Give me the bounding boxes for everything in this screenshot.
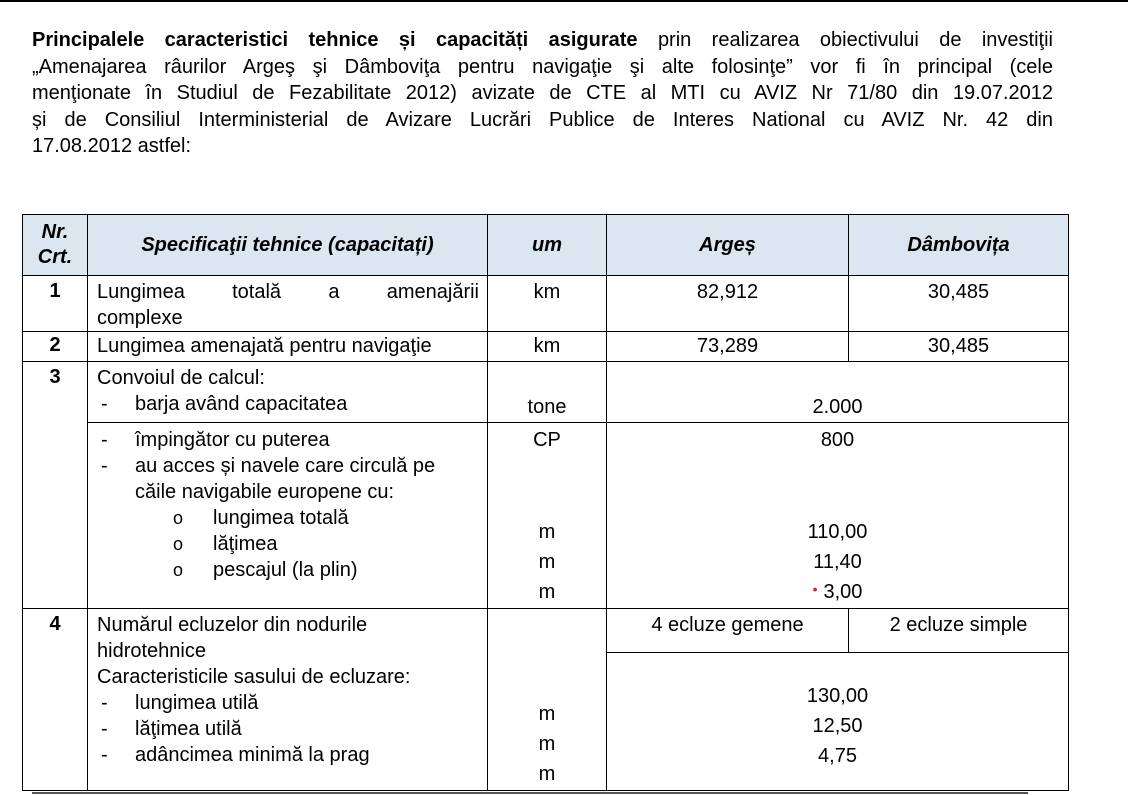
header-spec: Specificaţii tehnice (capacitați) bbox=[88, 215, 488, 276]
row4-label: Numărul ecluzelor din nodurile hidrotehnice Caracteristicile sasului de ecluzare: - lungimea utilă - lăţimea utilă - adâncimea minimă la prag bbox=[88, 609, 488, 791]
row2-nr: 2 bbox=[23, 332, 88, 362]
intro-line-3: menţionate în Studiul de Fezabilitate 2012) avizate de CTE al MTI cu AVIZ Nr 71/80 din 19.07.2012 bbox=[32, 82, 1053, 104]
intro-line-2: „Amenajarea râurilor Argeş şi Dâmboviţa pentru navigaţie şi alte folosinţe” vor fi în principal (cele bbox=[32, 55, 1053, 78]
row3-barja-val: 2.000 bbox=[607, 362, 1069, 423]
intro-bold-lead: Principalele caracteristici tehnice și capacități asigurate bbox=[32, 29, 638, 51]
intro-paragraph bbox=[32, 27, 1053, 160]
specifications-table bbox=[22, 214, 1069, 791]
row2-label: Lungimea amenajată pentru navigaţie bbox=[88, 332, 488, 362]
header-nr: Nr. Crt. bbox=[23, 215, 88, 276]
intro-line-1-rest: prin realizarea obiectivului de investiţii bbox=[637, 29, 1053, 51]
row2-arges: 73,289 bbox=[607, 332, 849, 362]
intro-line-5: 17.08.2012 astfel: bbox=[32, 135, 192, 157]
table-row bbox=[23, 276, 1069, 332]
row3-b-um: CP m m m bbox=[488, 423, 607, 609]
table-row bbox=[23, 332, 1069, 362]
header-arges: Argeș bbox=[607, 215, 849, 276]
top-rule bbox=[0, 0, 1128, 2]
row4-dambovita-ecluze: 2 ecluze simple bbox=[849, 609, 1069, 653]
row3-barja-um: tone bbox=[488, 362, 607, 423]
table-row bbox=[23, 362, 1069, 423]
row3-label-a: Convoiul de calcul: - barja având capacitatea bbox=[88, 362, 488, 423]
row4-nr: 4 bbox=[23, 609, 88, 791]
row1-dambovita: 30,485 bbox=[849, 276, 1069, 332]
intro-line-4: și de Consiliul Interministerial de Avizare Lucrări Publice de Interes National cu AVIZ Nr. 42 din bbox=[32, 108, 1053, 131]
red-dot-mark: • bbox=[812, 581, 818, 597]
row4-sas-values: 130,00 12,50 4,75 bbox=[607, 653, 1069, 791]
row1-um: km bbox=[488, 276, 607, 332]
row2-um: km bbox=[488, 332, 607, 362]
row3-nr: 3 bbox=[23, 362, 88, 609]
row1-arges: 82,912 bbox=[607, 276, 849, 332]
bottom-rule bbox=[32, 792, 1028, 794]
intro-line-1 bbox=[32, 27, 1053, 54]
row3-label-b: - împingător cu puterea - au acces și navele care circulă pe căile navigabile europene cu: o lungimea totală o lăţimea o pescajul (la plin) bbox=[88, 423, 488, 609]
table-header-row bbox=[23, 215, 1069, 276]
row3-b-values: 800 110,00 11,40 • 3,00 bbox=[607, 423, 1069, 609]
row2-dambovita: 30,485 bbox=[849, 332, 1069, 362]
row4-um: m m m bbox=[488, 609, 607, 791]
row1-nr: 1 bbox=[23, 276, 88, 332]
table-row bbox=[23, 423, 1069, 609]
row1-label: Lungimea totală a amenajării complexe bbox=[88, 276, 488, 332]
header-um: um bbox=[488, 215, 607, 276]
row4-arges-ecluze: 4 ecluze gemene bbox=[607, 609, 849, 653]
header-dambovita: Dâmbovița bbox=[849, 215, 1069, 276]
table-row bbox=[23, 609, 1069, 653]
